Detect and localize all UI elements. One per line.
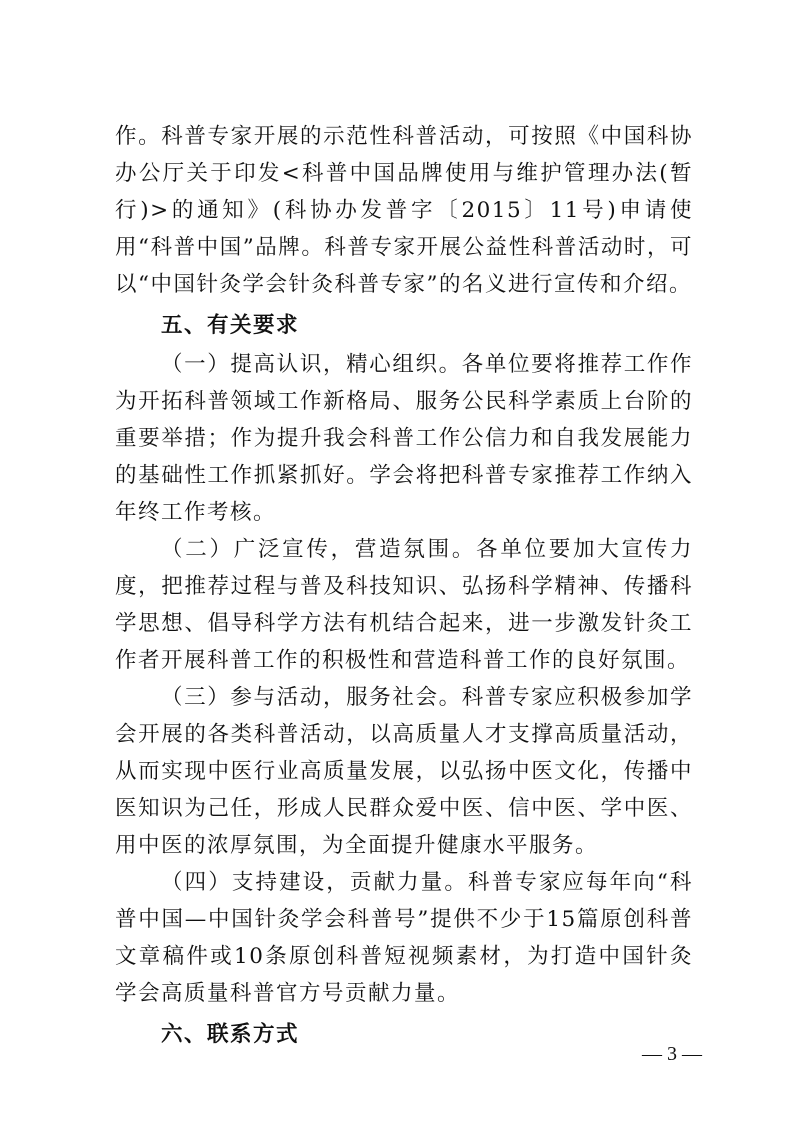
document-body: [115, 118, 693, 1055]
requirement-paragraph-2: （二）广泛宣传，营造氛围。各单位要加大宣传力度，把推荐过程与普及科技知识、弘扬科学精神、传播科学思想、倡导科学方法有机结合起来，进一步激发针灸工作者开展科普工作的积极性和营造科普工作的良好氛围。: [115, 537, 693, 673]
requirement-paragraph-1: （一）提高认识，精心组织。各单位要将推荐工作作为开拓科普领域工作新格局、服务公民科学素质上台阶的重要举措；作为提升我会科普工作公信力和自我发展能力的基础性工作抓紧抓好。学会将把科普专家推荐工作纳入年终工作考核。: [115, 352, 693, 525]
requirement-paragraph-4: （四）支持建设，贡献力量。科普专家应每年向“科普中国—中国针灸学会科普号”提供不少于15篇原创科普文章稿件或10条原创科普短视频素材，为打造中国针灸学会高质量科普官方号贡献力量。: [115, 870, 693, 1006]
continuation-paragraph: 作。科普专家开展的示范性科普活动，可按照《中国科协办公厅关于印发<科普中国品牌使用与维护管理办法(暂行)>的通知》(科协办发普字〔2015〕11号)申请使用“科普中国”品牌。科普专家开展公益性科普活动时，可以“中国针灸学会针灸科普专家”的名义进行宣传和介绍。: [115, 124, 693, 297]
section-heading-contact: 六、联系方式: [161, 1022, 300, 1047]
section-heading-requirements: 五、有关要求: [161, 313, 300, 338]
page-number: — 3 —: [642, 1043, 702, 1065]
requirement-paragraph-3: （三）参与活动，服务社会。科普专家应积极参加学会开展的各类科普活动，以高质量人才支撑高质量活动，从而实现中医行业高质量发展，以弘扬中医文化，传播中医知识为己任，形成人民群众爱中医、信中医、学中医、用中医的浓厚氛围，为全面提升健康水平服务。: [115, 685, 693, 858]
